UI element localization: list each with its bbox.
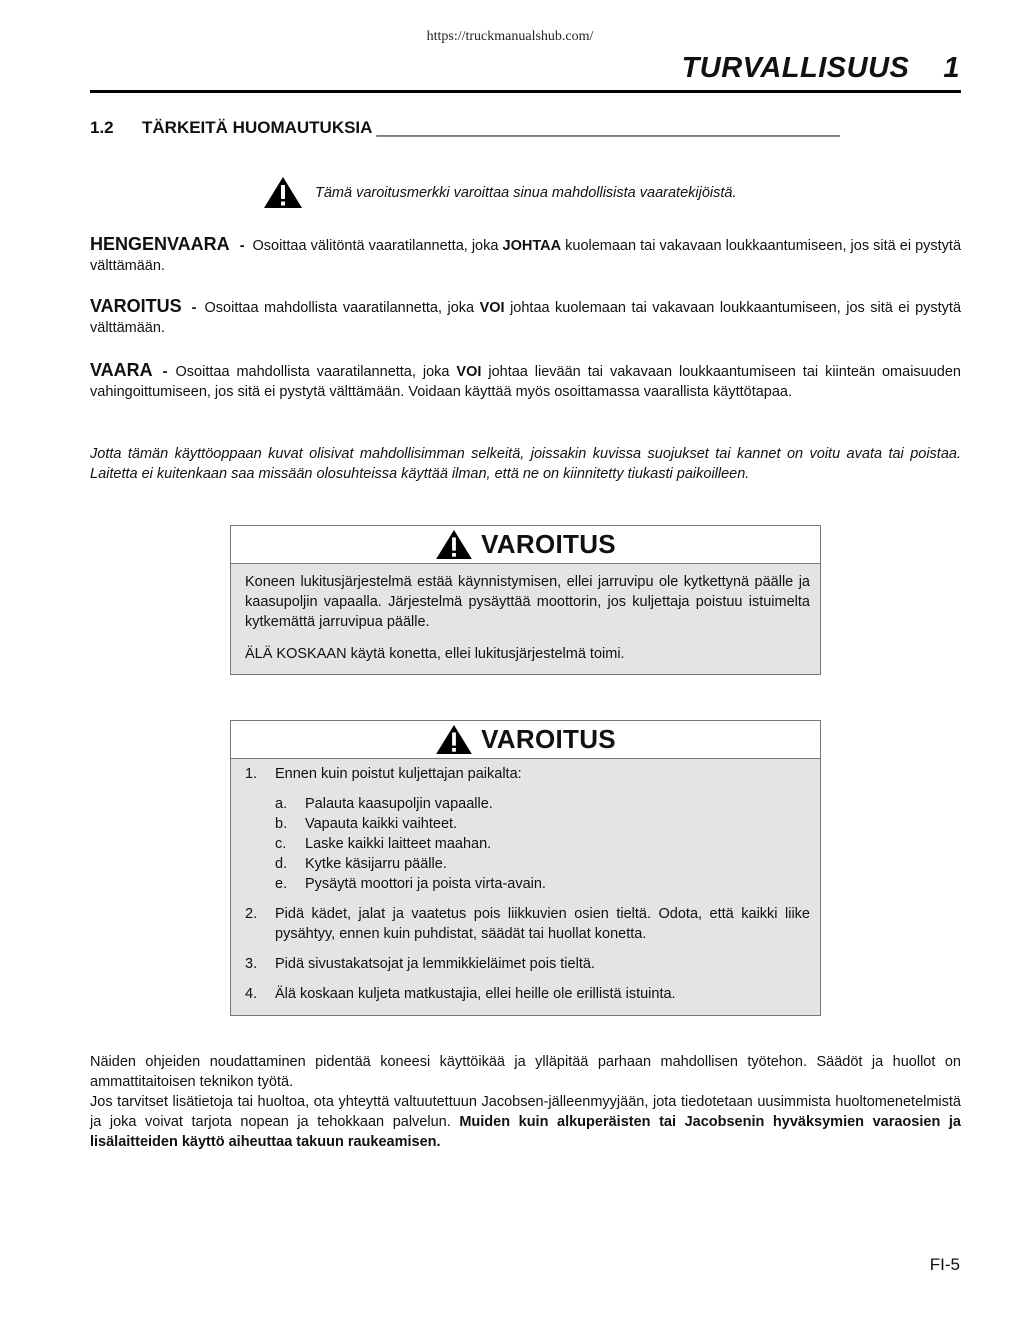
section-rule: _________________________________________________ <box>376 118 840 137</box>
list-item: 4. Älä koskaan kuljeta matkustajia, ellei heille ole erillistä istuinta. <box>245 986 676 1002</box>
warning-box-operator <box>230 720 821 1016</box>
symbol-note-text: Tämä varoitusmerkki varoittaa sinua mahdollisista vaaratekijöistä. <box>315 184 737 201</box>
warning-box-body <box>231 759 820 1004</box>
warning-triangle-icon <box>435 529 473 560</box>
warning-box-title: VAROITUS <box>481 529 616 559</box>
caution-definition: VAARA - Osoittaa mahdollista vaaratilannetta, joka VOI johtaa lievään tai vakavaan loukkaantumiseen tai kiinteän omaisuuden vahingoittumiseen, jos sitä ei pystytä välttämään. Voidaan käyttää myös osoittamassa vaarallista käyttötapaa. <box>90 360 961 400</box>
sub-list-item: d. Kytke käsijarru päälle. <box>275 856 447 872</box>
caution-signal-word: VAARA <box>90 360 153 380</box>
warning-definition: VAROITUS - Osoittaa mahdollista vaaratilannetta, joka VOI johtaa kuolemaan tai vakavaan loukkaantumiseen, jos sitä ei pystytä välttämään. <box>90 296 962 336</box>
warning-box-body <box>231 564 820 664</box>
chapter-number: 1 <box>943 52 960 84</box>
section-title: TÄRKEITÄ HUOMAUTUKSIA <box>142 118 372 137</box>
source-url: https://truckmanualshub.com/ <box>426 29 594 44</box>
header-rule <box>90 90 961 93</box>
sub-list-item: a. Palauta kaasupoljin vapaalle. <box>275 796 493 812</box>
list-item: 1. Ennen kuin poistut kuljettajan paikalta: <box>245 766 522 782</box>
safety-symbol-note <box>263 176 736 209</box>
sub-list-item: b. Vapauta kaikki vaihteet. <box>275 816 458 832</box>
warning-box-interlock <box>230 525 821 675</box>
closing-text <box>90 1052 961 1152</box>
warning-signal-word: VAROITUS <box>90 296 182 316</box>
page-number: FI-5 <box>929 1255 960 1274</box>
closing-paragraph-2: Jos tarvitset lisätietoja tai huoltoa, ota yhteyttä valtuutettuun Jacobsen-jälleenmyyjään, jota tiedotetaan uusimmista huoltomenetelmistä ja joka voivat tarjota nopean ja tehokkaan palvelun. Muiden kuin alkuperäisten tai Jacobsenin hyväksymien varaosien ja lisälaitteiden käyttö aiheuttaa takuun raukeamisen. <box>90 1094 961 1150</box>
warning-box-title: VAROITUS <box>481 724 616 754</box>
interlock-never-paragraph: ÄLÄ KOSKAAN käytä konetta, ellei lukitusjärjestelmä toimi. <box>245 646 625 662</box>
warning-box-header <box>231 526 820 564</box>
chapter-header <box>682 52 960 85</box>
chapter-title: TURVALLISUUS <box>681 52 910 84</box>
sub-list-item: c. Laske kaikki laitteet maahan. <box>275 836 492 852</box>
list-item: 3. Pidä sivustakatsojat ja lemmikkieläimet pois tieltä. <box>245 956 595 972</box>
danger-signal-word: HENGENVAARA <box>90 234 230 254</box>
warning-box-header <box>231 721 820 759</box>
sub-list <box>275 794 810 894</box>
sub-list-item: e. Pysäytä moottori ja poista virta-avain. <box>275 876 546 892</box>
illustration-note: Jotta tämän käyttöoppaan kuvat olisivat mahdollisimman selkeitä, joissakin kuvissa suojukset tai kannet on voitu avata tai poistaa. Laitetta ei kuitenkaan saa missään olosuhteissa käyttää ilman, että ne on kiinnitetty tiukasti paikoilleen. <box>90 446 961 482</box>
closing-paragraph-1: Näiden ohjeiden noudattaminen pidentää koneesi käyttöikää ja ylläpitää parhaan mahdollisen työtehon. Säädöt ja huollot on ammattitaitoisen teknikon työtä. <box>90 1054 961 1090</box>
warranty-note: Muiden kuin alkuperäisten tai Jacobsenin hyväksymien varaosien ja lisälaitteiden käyttö aiheuttaa takuun raukeamisen. <box>90 1114 961 1150</box>
warning-triangle-icon <box>263 176 303 209</box>
list-item: 2. Pidä kädet, jalat ja vaatetus pois liikkuvien osien tieltä. Odota, että kaikki liike pysähtyy, ennen kuin puhdistat, säädät tai huollat konetta. <box>245 906 810 942</box>
section-number: 1.2 <box>90 118 114 137</box>
section-heading <box>90 118 961 138</box>
warning-triangle-icon <box>435 724 473 755</box>
danger-definition: HENGENVAARA - Osoittaa välitöntä vaaratilannetta, joka JOHTAA kuolemaan tai vakavaan loukkaantumiseen, jos sitä ei pystytä välttämään. <box>90 234 962 274</box>
interlock-paragraph: Koneen lukitusjärjestelmä estää käynnistymisen, ellei jarruvipu ole kytkettynä päälle ja kaasupoljin vapaalla. Järjestelmä pysäyttää moottorin, jos kuljettaja poistuu istuimelta kytkemättä jarruvipua päälle. <box>245 574 810 630</box>
